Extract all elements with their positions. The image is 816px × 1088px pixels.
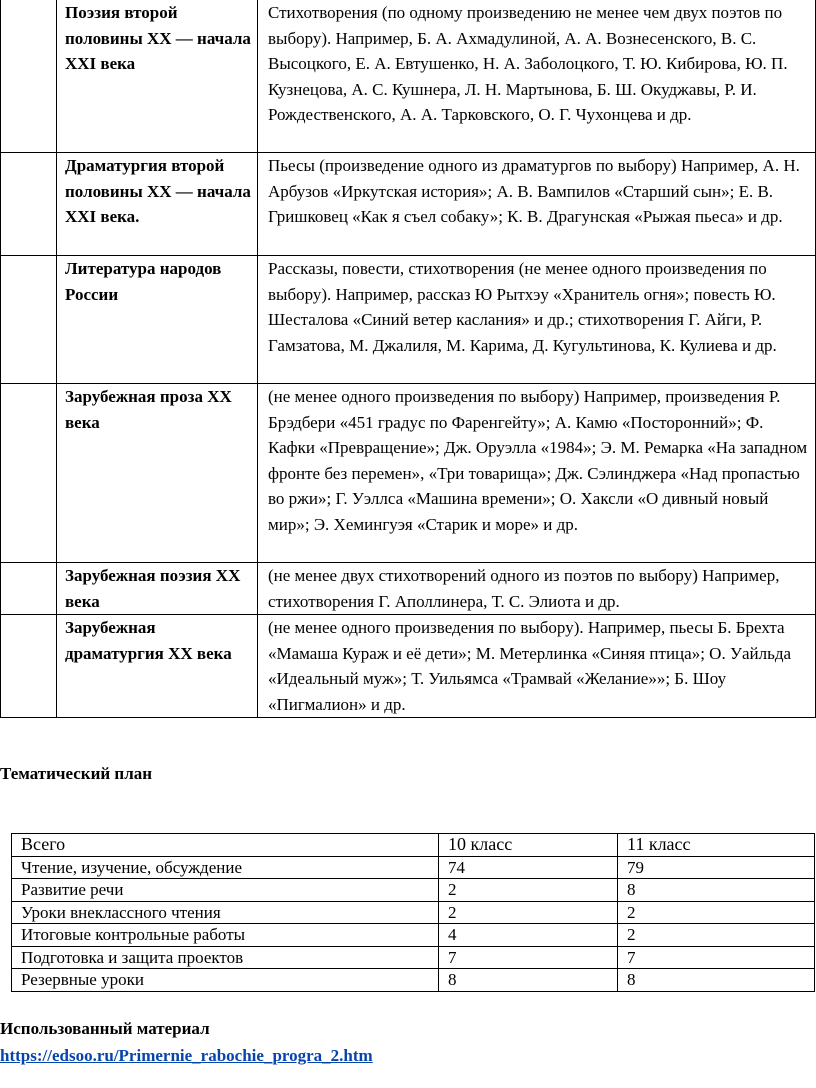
table-row <box>1 0 816 153</box>
grade-10-hours: 8 <box>439 969 618 992</box>
grade-10-hours: 7 <box>439 946 618 969</box>
header-cell-grade-10: 10 класс <box>439 834 618 857</box>
table-row <box>1 384 816 563</box>
table-row <box>12 924 815 947</box>
table-header-row <box>12 834 815 857</box>
section-text: Рассказы, повести, стихотворения (не менее одного произведения по выбору). Например, рассказ Ю Рытхэу «Хранитель огня»; повесть Ю. Шесталова «Синий ветер каслания» и др.; стихотворения Г. Айги, Р. Гамзатова, М. Джалиля, М. Карима, Д. Кугультинова, К. Кулиева и др. <box>258 256 816 384</box>
table-row <box>12 856 815 879</box>
section-text: (не менее двух стихотворений одного из поэтов по выбору) Например, стихотворения Г. Аполлинера, Т. С. Элиота и др. <box>258 563 816 615</box>
section-title: Литература народов России <box>57 256 258 384</box>
grade-11-hours: 8 <box>618 879 815 902</box>
grade-11-hours: 2 <box>618 901 815 924</box>
section-title: Зарубежная поэзия XX века <box>57 563 258 615</box>
grade-11-hours: 79 <box>618 856 815 879</box>
used-material-heading: Использованный материал <box>0 1019 210 1038</box>
section-text: (не менее одного произведения по выбору) Например, произведения Р. Брэдбери «451 градус по Фаренгейту»; А. Камю «Посторонний»; Ф. Кафки «Превращение»; Дж. Оруэлла «1984»; Э. М. Ремарка «На западном фронте без перемен», «Три товарища»; Дж. Сэлинджера «Над пропастью во ржи»; Г. Уэллса «Машина времени»; О. Хаксли «О дивный новый мир»; Э. Хемингуэя «Старик и море» и др. <box>258 384 816 563</box>
activity-cell: Уроки внеклассного чтения <box>12 901 439 924</box>
table-row <box>1 256 816 384</box>
table-row <box>1 615 816 718</box>
table-row <box>12 946 815 969</box>
thematic-plan-heading: Тематический план <box>0 764 153 783</box>
table-row <box>12 969 815 992</box>
section-title: Драматургия второй половины XX — начала XXI века. <box>57 153 258 256</box>
activity-cell: Резервные уроки <box>12 969 439 992</box>
grade-10-hours: 4 <box>439 924 618 947</box>
table-row <box>12 879 815 902</box>
header-cell-grade-11: 11 класс <box>618 834 815 857</box>
section-text: Стихотворения (по одному произведению не менее чем двух поэтов по выбору). Например, Б. А. Ахмадулиной, А. А. Вознесенского, В. С. Высоцкого, Е. А. Евтушенко, Н. А. Заболоцкого, Т. Ю. Кибирова, Ю. П. Кузнецова, А. С. Кушнера, Л. Н. Мартынова, Б. Ш. Окуджавы, Р. И. Рождественского, А. А. Тарковского, О. Г. Чухонцева и др. <box>258 0 816 153</box>
grade-11-hours: 8 <box>618 969 815 992</box>
header-cell-total: Всего <box>12 834 439 857</box>
section-text: Пьесы (произведение одного из драматургов по выбору) Например, А. Н. Арбузов «Иркутская история»; А. В. Вампилов «Старший сын»; Е. В. Гришковец «Как я съел собаку»; К. В. Драгунская «Рыжая пьеса» и др. <box>258 153 816 256</box>
grade-11-hours: 2 <box>618 924 815 947</box>
activity-cell: Итоговые контрольные работы <box>12 924 439 947</box>
activity-cell: Чтение, изучение, обсуждение <box>12 856 439 879</box>
thematic-plan-table <box>11 833 815 992</box>
table-row <box>1 563 816 615</box>
activity-cell: Подготовка и защита проектов <box>12 946 439 969</box>
grade-10-hours: 2 <box>439 879 618 902</box>
section-text: (не менее одного произведения по выбору). Например, пьесы Б. Брехта «Мамаша Кураж и её дети»; М. Метерлинка «Синяя птица»; О. Уайльда «Идеальный муж»; Т. Уильямса «Трамвай «Желание»»; Б. Шоу «Пигмалион» и др. <box>258 615 816 718</box>
activity-cell: Развитие речи <box>12 879 439 902</box>
grade-10-hours: 2 <box>439 901 618 924</box>
section-title: Зарубежная проза XX века <box>57 384 258 563</box>
source-link[interactable]: https://edsoo.ru/Primernie_rabochie_progra_2.htm <box>0 1046 373 1065</box>
grade-11-hours: 7 <box>618 946 815 969</box>
section-title: Поэзия второй половины XX — начала XXI века <box>57 0 258 153</box>
section-title: Зарубежная драматургия XX века <box>57 615 258 718</box>
grade-10-hours: 74 <box>439 856 618 879</box>
table-row <box>1 153 816 256</box>
table-row <box>12 901 815 924</box>
